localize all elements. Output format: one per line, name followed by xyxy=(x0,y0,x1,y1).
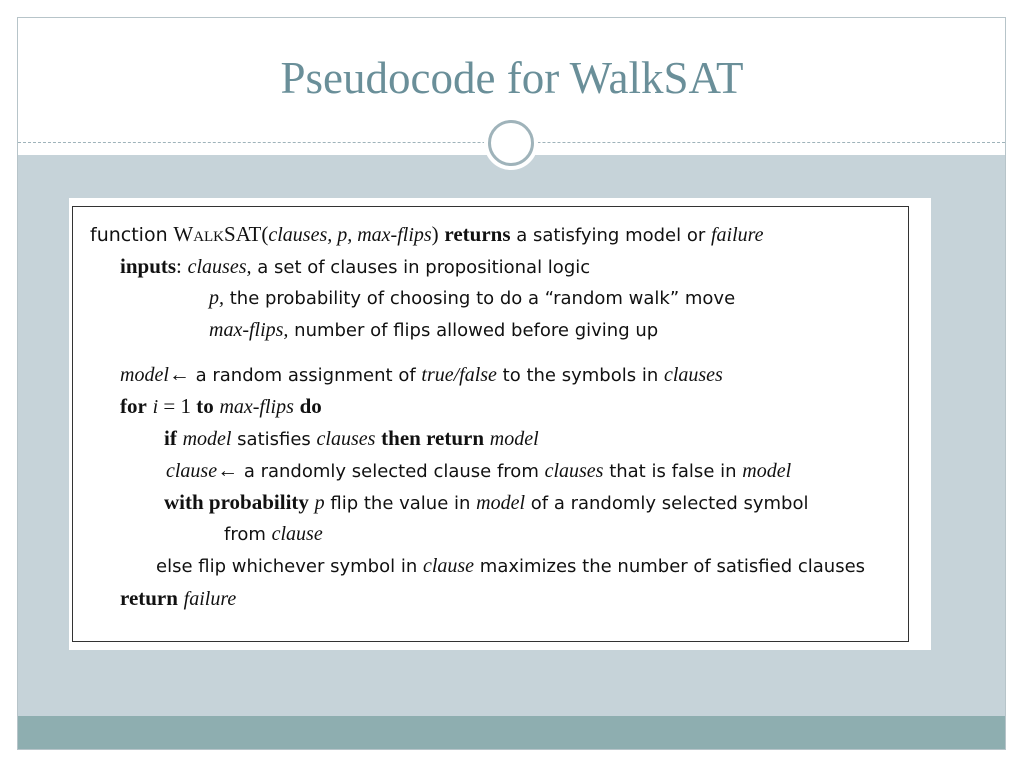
clause: clause xyxy=(166,460,218,482)
footer-band xyxy=(18,716,1005,749)
kw-do: do xyxy=(299,394,322,418)
model2: model xyxy=(489,428,539,450)
p: p xyxy=(314,492,325,514)
i: i xyxy=(152,396,159,418)
text: a set of clauses in propositional logic xyxy=(251,257,591,278)
text1: a random assignment of xyxy=(189,365,422,386)
algorithm-figure xyxy=(69,198,931,650)
algo-line-7 xyxy=(164,426,539,452)
p: p, xyxy=(209,287,224,309)
algo-line-9 xyxy=(164,490,808,516)
close-paren: ) xyxy=(431,222,439,246)
algo-line-4 xyxy=(209,318,658,343)
text: number of flips allowed before giving up xyxy=(288,320,659,341)
kw-returns: returns xyxy=(444,222,511,246)
name-w: W xyxy=(173,222,194,246)
name-sat: SAT( xyxy=(224,222,269,246)
model: model xyxy=(182,428,232,450)
circle-ring-icon xyxy=(488,120,534,166)
arrow: ← xyxy=(217,458,239,482)
kw-else: else xyxy=(156,556,193,577)
text: from xyxy=(224,524,272,545)
algo-line-5 xyxy=(120,362,723,388)
text1: flip the value in xyxy=(324,493,477,514)
args: clauses, p, max-flips xyxy=(268,224,432,246)
algo-line-11 xyxy=(156,554,865,579)
max-flips: max-flips, xyxy=(209,319,289,341)
clauses: clauses xyxy=(544,460,604,482)
walksat-name xyxy=(173,222,268,246)
model: model xyxy=(120,364,169,386)
algo-line-2 xyxy=(120,254,590,280)
text: the probability of choosing to do a “random walk” move xyxy=(224,288,736,309)
failure: failure xyxy=(183,588,237,610)
algo-line-3 xyxy=(209,286,735,311)
model: model xyxy=(742,460,792,482)
kw-return: return xyxy=(120,586,178,610)
text2: of a randomly selected symbol xyxy=(525,493,809,514)
arrow: ← xyxy=(168,362,190,386)
text1: a randomly selected clause from xyxy=(238,461,545,482)
failure: failure xyxy=(710,224,764,246)
max-flips: max-flips xyxy=(219,396,294,418)
eq: = 1 xyxy=(158,394,197,418)
text1: flip whichever symbol in xyxy=(192,556,423,577)
kw-inputs: inputs xyxy=(120,254,177,278)
kw-function: function xyxy=(90,224,168,246)
clauses: clauses xyxy=(663,364,723,386)
slide-title: Pseudocode for WalkSAT xyxy=(280,53,744,103)
kw-if: if xyxy=(164,426,177,450)
clauses: clauses xyxy=(316,428,376,450)
algo-line-10 xyxy=(224,522,323,547)
clause: clause xyxy=(271,523,323,545)
clauses: clauses, xyxy=(187,256,252,278)
algo-line-8 xyxy=(166,458,791,484)
kw-with-probability: with probability xyxy=(164,490,309,514)
text2: maximizes the number of satisfied clauses xyxy=(474,556,866,577)
kw-then-return: then return xyxy=(381,426,485,450)
name-alk: ALK xyxy=(193,229,225,245)
model: model xyxy=(476,492,526,514)
text2: to the symbols in xyxy=(496,365,664,386)
colon: : xyxy=(176,254,182,278)
kw-for: for xyxy=(120,394,147,418)
algo-line-6 xyxy=(120,394,322,420)
text-returns: a satisfying model or xyxy=(510,225,711,246)
kw-to: to xyxy=(196,394,214,418)
algo-line-1 xyxy=(90,222,764,249)
true-false: true/false xyxy=(421,364,497,386)
text: satisfies xyxy=(231,429,317,450)
algo-line-12 xyxy=(120,586,236,612)
text2: that is false in xyxy=(603,461,743,482)
clause: clause xyxy=(422,555,475,577)
